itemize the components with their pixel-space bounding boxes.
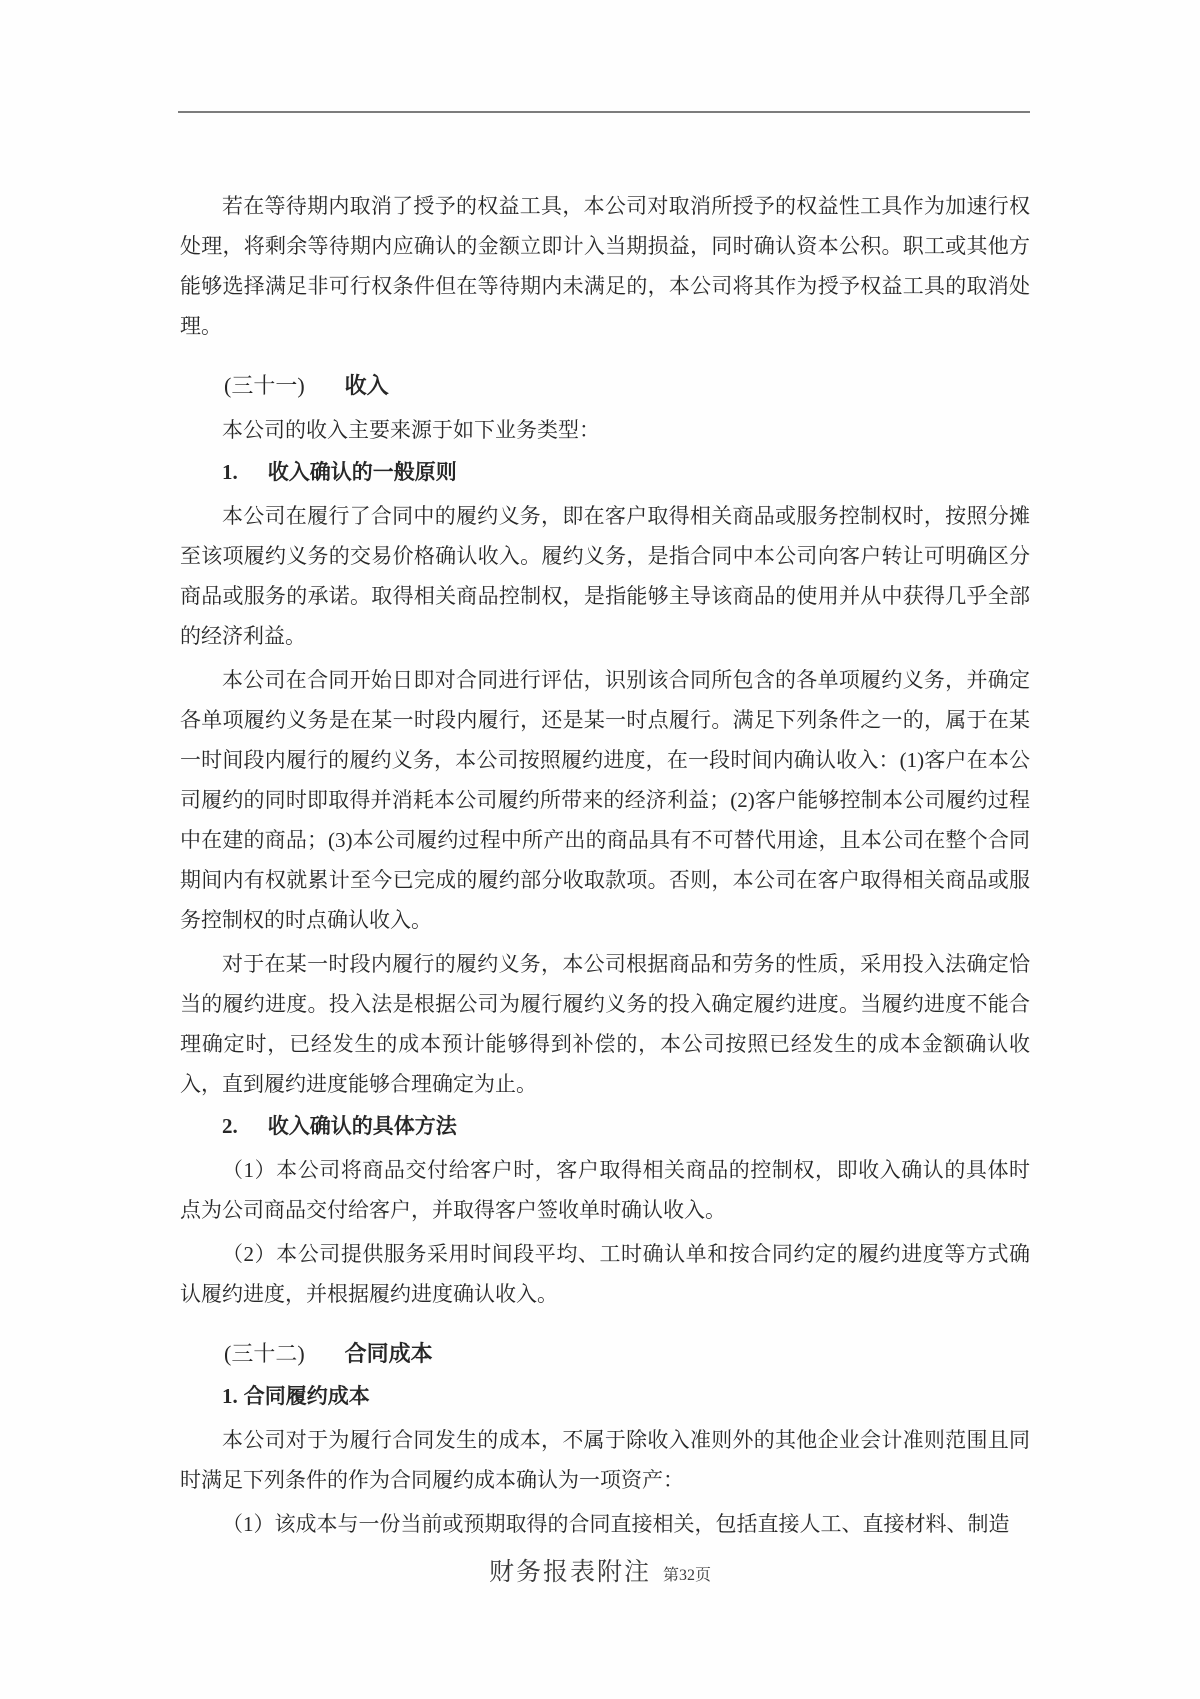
subheading-contract-performance-cost — [180, 1376, 1030, 1416]
subheading-title: 收入确认的一般原则 — [267, 460, 457, 484]
paragraph: 本公司的收入主要来源于如下业务类型： — [222, 418, 600, 442]
paragraph: 本公司在履行了合同中的履约义务，即在客户取得相关商品或服务控制权时，按照分摊至该项履约义务的交易价格确认收入。履约义务，是指合同中本公司向客户转让可明确区分商品或服务的承诺。取得相关商品控制权，是指能够主导该商品的使用并从中获得几乎全部的经济利益。 — [180, 504, 1030, 648]
page-footer — [0, 1552, 1200, 1588]
section-number: (三十一) — [224, 373, 305, 398]
subheading-number: 2. — [222, 1114, 238, 1138]
section-heading-contract-cost — [180, 1334, 1030, 1374]
subheading-title: 合同履约成本 — [243, 1384, 370, 1408]
section-title: 收入 — [344, 373, 389, 398]
paragraph: 对于在某一时段内履行的履约义务，本公司根据商品和劳务的性质，采用投入法确定恰当的履约进度。投入法是根据公司为履行履约义务的投入确定履约进度。当履约进度不能合理确定时，已经发生的成本预计能够得到补偿的，本公司按照已经发生的成本金额确认收入，直到履约进度能够合理确定为止。 — [180, 952, 1030, 1096]
section-number: (三十二) — [224, 1341, 305, 1366]
paragraph: 本公司在合同开始日即对合同进行评估，识别该合同所包含的各单项履约义务，并确定各单项履约义务是在某一时段内履行，还是某一时点履行。满足下列条件之一的，属于在某一时间段内履行的履约义务，本公司按照履约进度，在一段时间内确认收入：(1)客户在本公司履约的同时即取得并消耗本公司履约所带来的经济利益；(2)客户能够控制本公司履约过程中在建的商品；(3)本公司履约过程中所产出的商品具有不可替代用途，且本公司在整个合同期间内有权就累计至今已完成的履约部分收取款项。否则，本公司在客户取得相关商品或服务控制权的时点确认收入。 — [180, 668, 1030, 932]
section-heading-revenue — [180, 366, 1030, 406]
header-rule — [178, 111, 1030, 113]
subheading-number: 1. — [222, 460, 238, 484]
subheading-title: 收入确认的具体方法 — [267, 1114, 457, 1138]
paragraph: 本公司对于为履行合同发生的成本，不属于除收入准则外的其他企业会计准则范围且同时满足下列条件的作为合同履约成本确认为一项资产： — [180, 1428, 1030, 1492]
paragraph: （2）本公司提供服务采用时间段平均、工时确认单和按合同约定的履约进度等方式确认履约进度，并根据履约进度确认收入。 — [180, 1242, 1030, 1306]
section-title: 合同成本 — [344, 1341, 433, 1366]
footer-title: 财务报表附注 — [488, 1559, 651, 1586]
document-body — [180, 186, 1030, 1544]
paragraph: 若在等待期内取消了授予的权益工具，本公司对取消所授予的权益性工具作为加速行权处理，将剩余等待期内应确认的金额立即计入当期损益，同时确认资本公积。职工或其他方能够选择满足非可行权条件但在等待期内未满足的，本公司将其作为授予权益工具的取消处理。 — [180, 194, 1030, 338]
paragraph: （1）本公司将商品交付给客户时，客户取得相关商品的控制权，即收入确认的具体时点为公司商品交付给客户，并取得客户签收单时确认收入。 — [180, 1158, 1030, 1222]
subheading-revenue-specific-method — [180, 1106, 1030, 1146]
paragraph: （1）该成本与一份当前或预期取得的合同直接相关，包括直接人工、直接材料、制造 — [222, 1512, 1010, 1536]
footer-page-number: 第32页 — [663, 1567, 712, 1584]
subheading-number: 1. — [222, 1384, 238, 1408]
subheading-revenue-general-principle — [180, 452, 1030, 492]
